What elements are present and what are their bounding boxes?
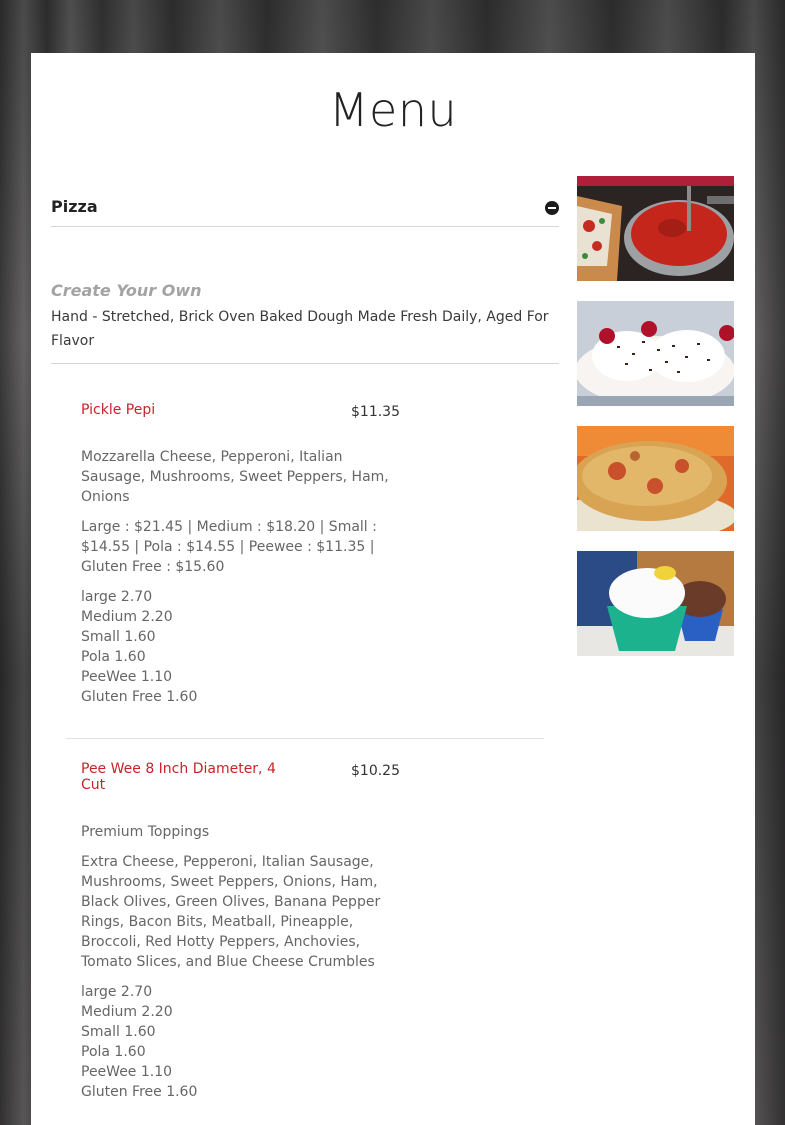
addon-line: Gluten Free 1.60 (81, 689, 198, 705)
addon-line: large 2.70 (81, 589, 153, 605)
addon-line: Pola 1.60 (81, 1044, 146, 1060)
addon-line: large 2.70 (81, 984, 153, 1000)
item-name[interactable]: Pee Wee 8 Inch Diameter, 4 Cut (81, 761, 276, 793)
item-price: $10.25 (351, 763, 400, 779)
ice-cream-photo[interactable] (577, 551, 734, 656)
collapse-icon[interactable] (545, 201, 559, 215)
addon-line: PeeWee 1.10 (81, 669, 173, 685)
item-price: $11.35 (351, 404, 400, 420)
item-divider (66, 738, 544, 739)
pizza-sauce-photo[interactable] (577, 176, 734, 281)
item-addons (81, 982, 399, 1102)
page-title: Menu (328, 83, 458, 137)
addon-line: Small 1.60 (81, 629, 156, 645)
item-description: Extra Cheese, Pepperoni, Italian Sausage, Mushrooms, Sweet Peppers, Onions, Ham, Black Olives, Green Olives, Banana Pepper Rings, Bacon Bits, Meatball, Pineapple, Broccoli, Red Hotty Peppers, Anchovies, Tomato Slices, and Blue Cheese Crumbles (81, 854, 381, 970)
section-title: Create Your Own (51, 281, 202, 300)
addon-line: Gluten Free 1.60 (81, 1084, 198, 1100)
item-sizes: Large : $21.45 | Medium : $18.20 | Small : $14.55 | Pola : $14.55 | Peewee : $11.35 | Gluten Free : $15.60 (81, 519, 377, 575)
item-addons (81, 587, 399, 707)
category-label: Pizza (51, 197, 98, 216)
calzone-photo[interactable] (577, 426, 734, 531)
section-divider (51, 363, 559, 364)
addon-line: Medium 2.20 (81, 609, 173, 625)
sundae-photo[interactable] (577, 301, 734, 406)
addon-line: Medium 2.20 (81, 1004, 173, 1020)
item-description: Mozzarella Cheese, Pepperoni, Italian Sausage, Mushrooms, Sweet Peppers, Ham, Onions (81, 449, 389, 505)
item-name[interactable]: Pickle Pepi (81, 402, 156, 418)
category-accordion-pizza[interactable] (51, 191, 559, 227)
item-subtitle: Premium Toppings (81, 824, 210, 840)
section-description: Hand - Stretched, Brick Oven Baked Dough Made Fresh Daily, Aged For Flavor (51, 309, 549, 349)
addon-line: Pola 1.60 (81, 649, 146, 665)
addon-line: Small 1.60 (81, 1024, 156, 1040)
addon-line: PeeWee 1.10 (81, 1064, 173, 1080)
menu-panel (31, 53, 755, 1125)
